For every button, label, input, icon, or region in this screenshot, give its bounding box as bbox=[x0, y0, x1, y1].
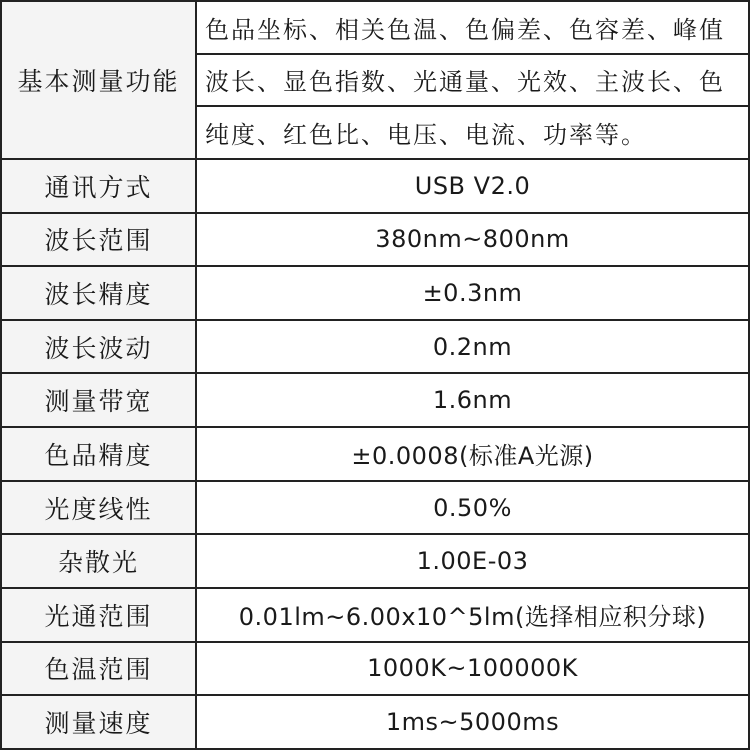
basic-functions-line: 纯度、红色比、电压、电流、功率等。 bbox=[205, 121, 647, 150]
table-row bbox=[1, 534, 749, 588]
table-row bbox=[1, 373, 749, 427]
spec-label: 波长精度 bbox=[1, 266, 196, 320]
spec-label: 测量速度 bbox=[1, 695, 196, 749]
spec-label: 光度线性 bbox=[1, 481, 196, 535]
spec-value: 0.01lm~6.00x10^5lm(选择相应积分球) bbox=[196, 588, 749, 642]
table-row bbox=[1, 427, 749, 481]
spec-value: 1ms~5000ms bbox=[196, 695, 749, 749]
table-row-basic-functions bbox=[1, 1, 749, 159]
basic-functions-line: 色品坐标、相关色温、色偏差、色容差、峰值 bbox=[197, 2, 748, 55]
spec-value: ±0.3nm bbox=[196, 266, 749, 320]
spec-value: 1.6nm bbox=[196, 373, 749, 427]
spec-value: ±0.0008(标准A光源) bbox=[196, 427, 749, 481]
table-row bbox=[1, 266, 749, 320]
spec-label: 波长波动 bbox=[1, 320, 196, 374]
table-row bbox=[1, 213, 749, 267]
spec-value: 0.2nm bbox=[196, 320, 749, 374]
spec-value: 1000K~100000K bbox=[196, 642, 749, 696]
spec-label: 光通范围 bbox=[1, 588, 196, 642]
spec-label: 测量带宽 bbox=[1, 373, 196, 427]
table-row bbox=[1, 159, 749, 213]
basic-functions-line: 波长、显色指数、光通量、光效、主波长、色 bbox=[197, 55, 748, 108]
spec-label: 杂散光 bbox=[1, 534, 196, 588]
table-row bbox=[1, 481, 749, 535]
table-row bbox=[1, 642, 749, 696]
table-row bbox=[1, 320, 749, 374]
spec-value: 1.00E-03 bbox=[196, 534, 749, 588]
spec-value: 0.50% bbox=[196, 481, 749, 535]
spec-label: 色品精度 bbox=[1, 427, 196, 481]
table-row bbox=[1, 695, 749, 749]
spec-value: 380nm~800nm bbox=[196, 213, 749, 267]
table-row bbox=[1, 588, 749, 642]
basic-functions-label: 基本测量功能 bbox=[1, 1, 196, 159]
basic-functions-value bbox=[196, 1, 749, 159]
spec-label: 通讯方式 bbox=[1, 159, 196, 213]
spec-label: 波长范围 bbox=[1, 213, 196, 267]
spec-label: 色温范围 bbox=[1, 642, 196, 696]
spec-value: USB V2.0 bbox=[196, 159, 749, 213]
